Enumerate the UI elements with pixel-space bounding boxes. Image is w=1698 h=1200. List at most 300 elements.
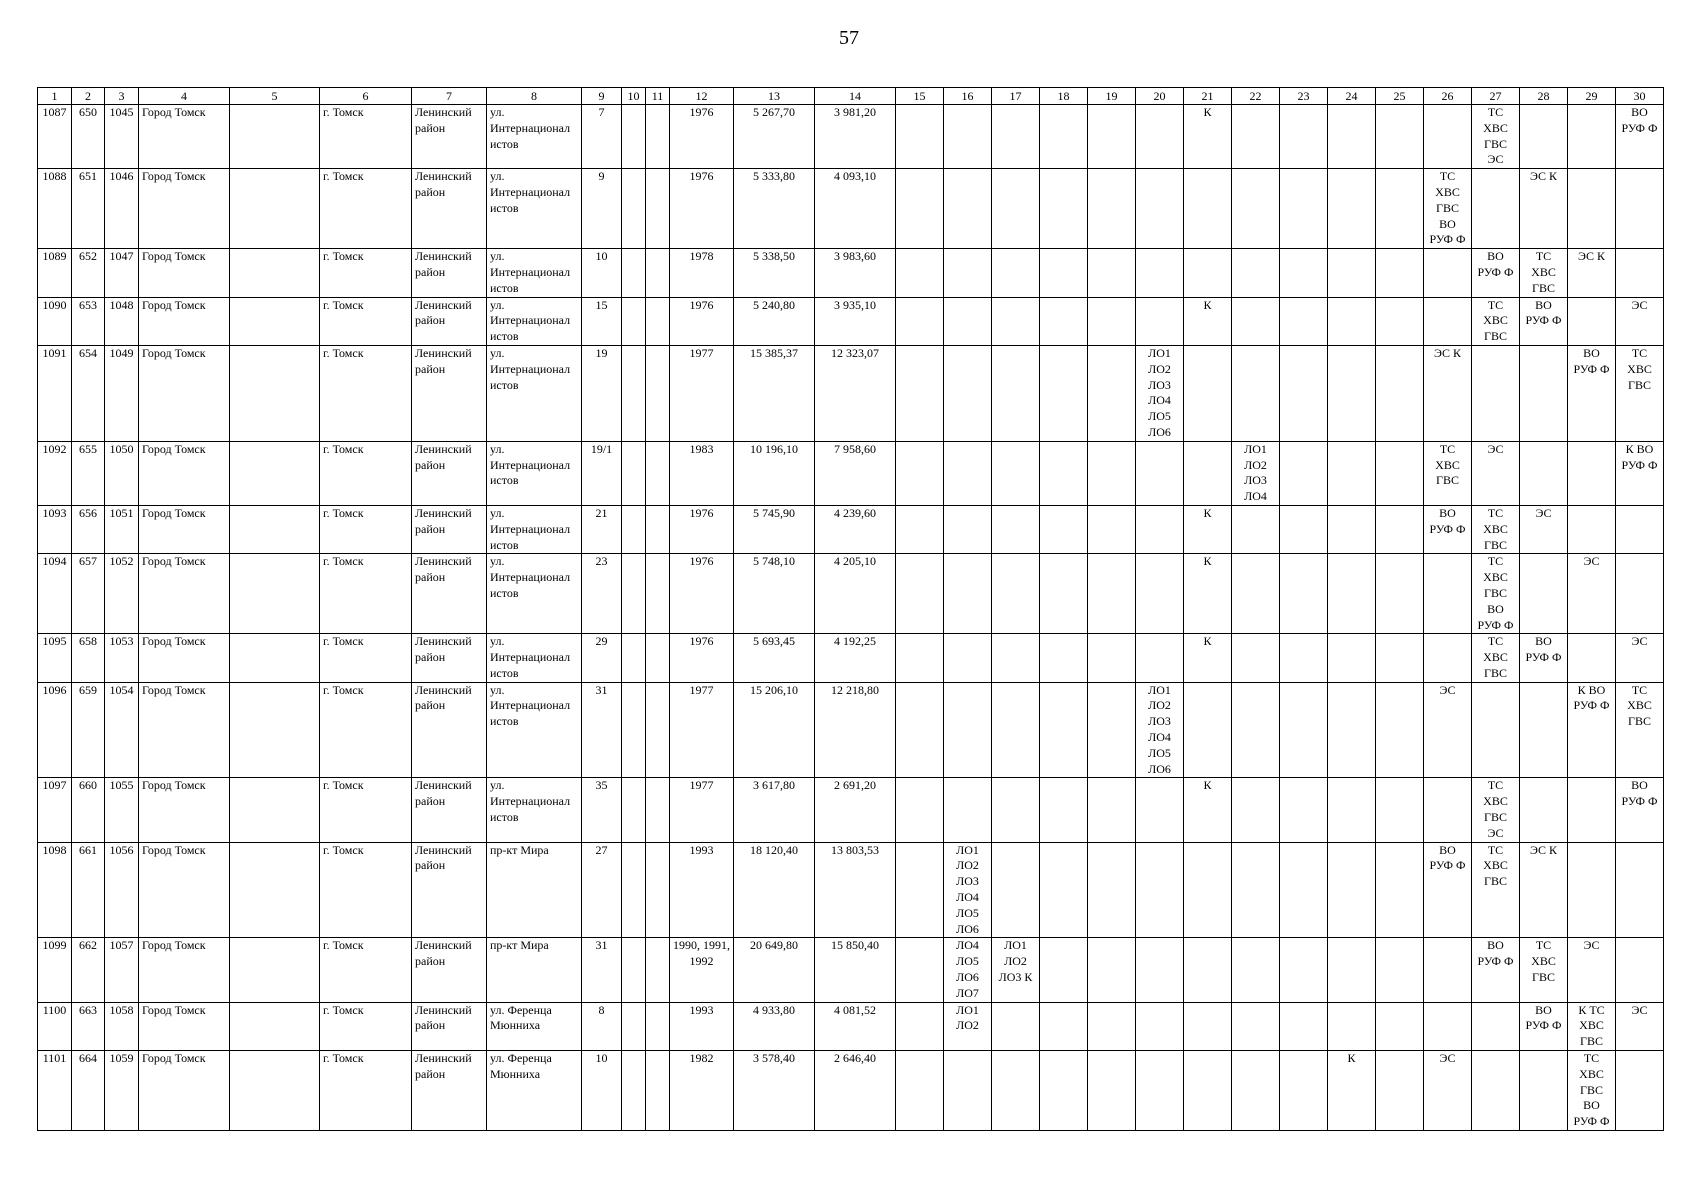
table-cell: [72, 1002, 105, 1050]
cell-text: ул. Интернационал истов: [490, 778, 571, 825]
cell-text: 659: [79, 682, 97, 697]
cell-text: ЭС: [1583, 938, 1600, 953]
table-cell: [230, 441, 320, 505]
cell-text: ЭС: [1583, 554, 1600, 569]
cell-text: 1977: [689, 682, 714, 697]
table-cell: [487, 554, 582, 634]
cell-text: 12 218,80: [831, 682, 879, 697]
table-cell: [230, 249, 320, 297]
table-cell: [1520, 441, 1568, 505]
table-cell: [944, 249, 992, 297]
table-cell: [622, 441, 646, 505]
table-cell: [139, 682, 230, 778]
cell-text: Ленинский район: [415, 297, 472, 328]
table-cell: [1136, 554, 1184, 634]
column-header: 4: [139, 88, 230, 105]
cell-text: ЛО1 ЛО2 ЛО3 ЛО4 ЛО5 ЛО6: [956, 842, 979, 936]
table-cell: [487, 345, 582, 441]
table-cell: [1520, 842, 1568, 938]
table-cell: [622, 505, 646, 553]
table-cell: [815, 634, 896, 682]
table-cell: [230, 842, 320, 938]
cell-text: 652: [79, 249, 97, 264]
cell-text: 1976: [689, 169, 714, 184]
table-cell: [1280, 842, 1328, 938]
table-cell: [487, 1051, 582, 1131]
table-cell: [487, 505, 582, 553]
table-cell: [582, 297, 622, 345]
cell-text: 19: [595, 345, 608, 360]
cell-text: 27: [595, 842, 608, 857]
column-header: 27: [1472, 88, 1520, 105]
table-cell: [412, 842, 487, 938]
table-cell: [734, 105, 815, 169]
table-cell: [1280, 169, 1328, 249]
table-cell: [230, 554, 320, 634]
table-cell: [1280, 505, 1328, 553]
table-cell: [412, 105, 487, 169]
cell-text: К: [1347, 1051, 1356, 1066]
table-cell: [1472, 1002, 1520, 1050]
cell-text: 1048: [109, 297, 134, 312]
table-cell: [487, 297, 582, 345]
table-row: [38, 105, 1664, 169]
table-cell: [1040, 105, 1088, 169]
table-cell: [1328, 842, 1376, 938]
table-cell: [72, 105, 105, 169]
column-header: 29: [1568, 88, 1616, 105]
column-header: 11: [646, 88, 670, 105]
table-cell: [38, 297, 72, 345]
table-cell: [1424, 105, 1472, 169]
table-cell: [944, 682, 992, 778]
table-cell: [646, 105, 670, 169]
table-cell: [646, 345, 670, 441]
cell-text: К ТС ХВС ГВС: [1578, 1002, 1605, 1049]
table-cell: [1136, 634, 1184, 682]
table-cell: [646, 554, 670, 634]
table-cell: [320, 778, 412, 842]
table-cell: [1472, 105, 1520, 169]
cell-text: 2 691,20: [834, 778, 876, 793]
cell-text: г. Томск: [323, 1051, 364, 1066]
table-cell: [1568, 249, 1616, 297]
cell-text: 20 649,80: [750, 938, 798, 953]
table-cell: [582, 778, 622, 842]
table-cell: [1376, 938, 1424, 1002]
table-cell: [646, 505, 670, 553]
table-cell: [1328, 682, 1376, 778]
table-cell: [1280, 682, 1328, 778]
table-cell: [815, 682, 896, 778]
table-cell: [1088, 842, 1136, 938]
cell-text: г. Томск: [323, 105, 364, 119]
table-cell: [992, 345, 1040, 441]
table-cell: [139, 554, 230, 634]
cell-text: 1046: [109, 169, 134, 184]
cell-text: ул. Интернационал истов: [490, 441, 571, 488]
table-cell: [1472, 778, 1520, 842]
column-header: 10: [622, 88, 646, 105]
table-cell: [1136, 441, 1184, 505]
table-cell: [582, 441, 622, 505]
column-header: 6: [320, 88, 412, 105]
table-cell: [230, 105, 320, 169]
table-cell: [1088, 345, 1136, 441]
cell-text: 1089: [42, 249, 67, 264]
table-cell: [1040, 938, 1088, 1002]
table-cell: [487, 842, 582, 938]
table-cell: [139, 249, 230, 297]
cell-text: 1055: [109, 778, 134, 793]
table-cell: [230, 1002, 320, 1050]
cell-text: 661: [79, 842, 97, 857]
table-row: [38, 249, 1664, 297]
cell-text: Город Томск: [142, 505, 206, 520]
cell-text: 1990, 1991, 1992: [673, 938, 730, 969]
table-cell: [1040, 634, 1088, 682]
table-cell: [1280, 105, 1328, 169]
table-cell: [320, 297, 412, 345]
table-cell: [1616, 554, 1664, 634]
table-cell: [105, 249, 139, 297]
table-cell: [1424, 505, 1472, 553]
cell-text: Город Томск: [142, 842, 206, 857]
table-cell: [1088, 505, 1136, 553]
table-cell: [896, 778, 944, 842]
cell-text: 3 981,20: [834, 105, 876, 119]
table-cell: [582, 249, 622, 297]
table-cell: [105, 778, 139, 842]
table-cell: [1232, 682, 1280, 778]
table-cell: [670, 169, 734, 249]
table-cell: [487, 778, 582, 842]
table-cell: [320, 938, 412, 1002]
cell-text: 660: [79, 778, 97, 793]
table-cell: [1184, 682, 1232, 778]
table-cell: [896, 554, 944, 634]
cell-text: 1099: [42, 938, 67, 953]
table-cell: [622, 105, 646, 169]
table-cell: [1328, 105, 1376, 169]
table-cell: [105, 1002, 139, 1050]
table-cell: [1520, 297, 1568, 345]
cell-text: ул. Интернационал истов: [490, 634, 571, 680]
cell-text: г. Томск: [323, 778, 364, 793]
cell-text: 23: [595, 554, 608, 569]
table-cell: [1472, 634, 1520, 682]
table-cell: [320, 842, 412, 938]
table-cell: [1520, 1002, 1568, 1050]
table-cell: [622, 169, 646, 249]
table-cell: [1472, 249, 1520, 297]
cell-text: г. Томск: [323, 345, 364, 360]
column-header: 25: [1376, 88, 1424, 105]
cell-text: Город Томск: [142, 554, 206, 569]
table-cell: [1376, 169, 1424, 249]
table-cell: [139, 441, 230, 505]
cell-text: ТС ХВС ГВС: [1627, 682, 1652, 729]
table-cell: [1184, 554, 1232, 634]
table-cell: [320, 505, 412, 553]
table-cell: [1616, 682, 1664, 778]
table-cell: [1088, 169, 1136, 249]
table-cell: [1136, 297, 1184, 345]
cell-text: 655: [79, 441, 97, 456]
column-header: 2: [72, 88, 105, 105]
table-cell: [1328, 249, 1376, 297]
table-cell: [944, 842, 992, 938]
cell-text: К: [1203, 105, 1212, 119]
table-cell: [1520, 249, 1568, 297]
cell-text: 663: [79, 1002, 97, 1017]
cell-text: ул. Ференца Мюнниха: [490, 1002, 552, 1033]
cell-text: Город Томск: [142, 249, 206, 264]
cell-text: ТС ХВС ГВС ВО РУФ Ф: [1573, 1051, 1610, 1129]
column-header: 28: [1520, 88, 1568, 105]
table-cell: [1136, 682, 1184, 778]
table-cell: [734, 505, 815, 553]
table-cell: [815, 1002, 896, 1050]
column-header: 23: [1280, 88, 1328, 105]
table-cell: [815, 169, 896, 249]
cell-text: 15 385,37: [750, 345, 798, 360]
table-cell: [1136, 778, 1184, 842]
cell-text: Ленинский район: [415, 842, 472, 873]
table-cell: [1472, 169, 1520, 249]
cell-text: 1049: [109, 345, 134, 360]
table-cell: [412, 1002, 487, 1050]
cell-text: 650: [79, 105, 97, 119]
table-cell: [139, 1051, 230, 1131]
table-cell: [622, 778, 646, 842]
cell-text: 1100: [42, 1002, 67, 1017]
cell-text: Ленинский район: [415, 1002, 472, 1033]
table-cell: [1568, 297, 1616, 345]
cell-text: К: [1203, 778, 1212, 793]
cell-text: ЭС К: [1578, 249, 1605, 264]
table-cell: [896, 505, 944, 553]
cell-text: Город Томск: [142, 169, 206, 184]
table-cell: [1040, 297, 1088, 345]
table-cell: [670, 682, 734, 778]
table-cell: [1232, 441, 1280, 505]
table-cell: [320, 554, 412, 634]
cell-text: 5 338,50: [753, 249, 795, 264]
table-cell: [1136, 842, 1184, 938]
cell-text: 2 646,40: [834, 1051, 876, 1066]
table-cell: [896, 297, 944, 345]
cell-text: Ленинский район: [415, 778, 472, 809]
table-cell: [646, 249, 670, 297]
table-cell: [230, 345, 320, 441]
table-cell: [72, 169, 105, 249]
column-header: 24: [1328, 88, 1376, 105]
table-cell: [815, 105, 896, 169]
cell-text: 1047: [109, 249, 134, 264]
table-cell: [734, 441, 815, 505]
table-cell: [1616, 505, 1664, 553]
table-cell: [1520, 505, 1568, 553]
cell-text: ВО РУФ Ф: [1525, 1002, 1562, 1033]
table-cell: [670, 249, 734, 297]
table-cell: [992, 505, 1040, 553]
cell-text: Ленинский район: [415, 1051, 472, 1081]
table-cell: [1040, 554, 1088, 634]
cell-text: ул. Интернационал истов: [490, 169, 571, 215]
table-cell: [72, 938, 105, 1002]
table-cell: [582, 345, 622, 441]
cell-text: г. Томск: [323, 441, 364, 456]
table-cell: [646, 682, 670, 778]
cell-text: 1059: [109, 1051, 134, 1066]
cell-text: ТС ХВС ГВС: [1483, 297, 1508, 344]
table-cell: [670, 554, 734, 634]
column-header: 20: [1136, 88, 1184, 105]
cell-text: Ленинский район: [415, 554, 472, 585]
cell-text: 1052: [109, 554, 134, 569]
cell-text: ЛО1 ЛО2: [956, 1002, 979, 1033]
table-row: [38, 634, 1664, 682]
table-cell: [320, 249, 412, 297]
cell-text: 4 205,10: [834, 554, 876, 569]
table-cell: [1088, 249, 1136, 297]
table-cell: [38, 682, 72, 778]
cell-text: ЭС: [1439, 682, 1456, 697]
cell-text: 5 745,90: [753, 505, 795, 520]
table-cell: [1040, 1051, 1088, 1131]
cell-text: Ленинский район: [415, 441, 472, 472]
table-cell: [992, 105, 1040, 169]
cell-text: ТС ХВС ГВС ЭС: [1483, 778, 1508, 840]
table-cell: [1616, 441, 1664, 505]
table-cell: [1328, 1002, 1376, 1050]
table-cell: [1136, 169, 1184, 249]
cell-text: 1091: [42, 345, 67, 360]
table-cell: [734, 297, 815, 345]
cell-text: Ленинский район: [415, 345, 472, 376]
table-cell: [1040, 505, 1088, 553]
table-cell: [1520, 1051, 1568, 1131]
cell-text: 21: [595, 505, 608, 520]
table-cell: [38, 554, 72, 634]
table-cell: [670, 634, 734, 682]
cell-text: 4 192,25: [834, 634, 876, 649]
table-cell: [1616, 938, 1664, 1002]
cell-text: ЭС К: [1434, 345, 1461, 360]
cell-text: 5 333,80: [753, 169, 795, 184]
column-header: 21: [1184, 88, 1232, 105]
cell-text: К: [1203, 634, 1212, 649]
table-cell: [896, 105, 944, 169]
cell-text: 657: [79, 554, 97, 569]
cell-text: 1045: [109, 105, 134, 119]
cell-text: ВО РУФ Ф: [1525, 297, 1562, 328]
table-cell: [1568, 938, 1616, 1002]
table-cell: [815, 297, 896, 345]
table-cell: [1376, 554, 1424, 634]
table-cell: [1472, 345, 1520, 441]
cell-text: ЛО1 ЛО2 ЛО3 ЛО4: [1244, 441, 1267, 504]
table-cell: [105, 505, 139, 553]
column-header: 18: [1040, 88, 1088, 105]
cell-text: ТС ХВС ГВС: [1627, 345, 1652, 392]
table-cell: [72, 778, 105, 842]
table-cell: [487, 105, 582, 169]
table-cell: [734, 1051, 815, 1131]
table-cell: [1232, 1002, 1280, 1050]
table-cell: [1568, 105, 1616, 169]
table-cell: [582, 634, 622, 682]
table-row: [38, 938, 1664, 1002]
cell-text: ТС ХВС ГВС: [1531, 249, 1556, 295]
table-cell: [1616, 1002, 1664, 1050]
table-cell: [1280, 1051, 1328, 1131]
table-cell: [1376, 297, 1424, 345]
cell-text: 3 935,10: [834, 297, 876, 312]
table-cell: [38, 105, 72, 169]
cell-text: Ленинский район: [415, 169, 472, 199]
table-cell: [1328, 505, 1376, 553]
table-cell: [1616, 778, 1664, 842]
table-cell: [1184, 105, 1232, 169]
cell-text: 5 267,70: [753, 105, 795, 119]
table-cell: [1088, 105, 1136, 169]
table-cell: [944, 345, 992, 441]
cell-text: Ленинский район: [415, 505, 472, 536]
table-cell: [944, 297, 992, 345]
table-cell: [412, 682, 487, 778]
table-cell: [815, 345, 896, 441]
table-cell: [992, 169, 1040, 249]
table-cell: [944, 938, 992, 1002]
cell-text: 15: [595, 297, 608, 312]
table-cell: [72, 842, 105, 938]
cell-text: 656: [79, 505, 97, 520]
table-cell: [1520, 778, 1568, 842]
cell-text: ул. Ференца Мюнниха: [490, 1051, 552, 1081]
table-cell: [1040, 682, 1088, 778]
table-cell: [72, 249, 105, 297]
table-cell: [646, 842, 670, 938]
table-cell: [139, 345, 230, 441]
table-cell: [944, 634, 992, 682]
cell-text: г. Томск: [323, 554, 364, 569]
table-cell: [734, 778, 815, 842]
table-cell: [670, 505, 734, 553]
table-cell: [72, 634, 105, 682]
table-cell: [1136, 505, 1184, 553]
table-cell: [582, 1002, 622, 1050]
cell-text: 1977: [689, 345, 714, 360]
table-cell: [1376, 505, 1424, 553]
table-cell: [38, 634, 72, 682]
table-cell: [992, 778, 1040, 842]
table-cell: [1616, 345, 1664, 441]
table-cell: [896, 249, 944, 297]
table-cell: [1328, 1051, 1376, 1131]
table-cell: [1184, 441, 1232, 505]
table-cell: [1184, 1051, 1232, 1131]
cell-text: 654: [79, 345, 97, 360]
table-cell: [1088, 441, 1136, 505]
table-cell: [992, 441, 1040, 505]
cell-text: ЭС: [1487, 441, 1504, 456]
table-cell: [1376, 345, 1424, 441]
table-cell: [670, 842, 734, 938]
table-cell: [487, 938, 582, 1002]
table-cell: [1040, 1002, 1088, 1050]
